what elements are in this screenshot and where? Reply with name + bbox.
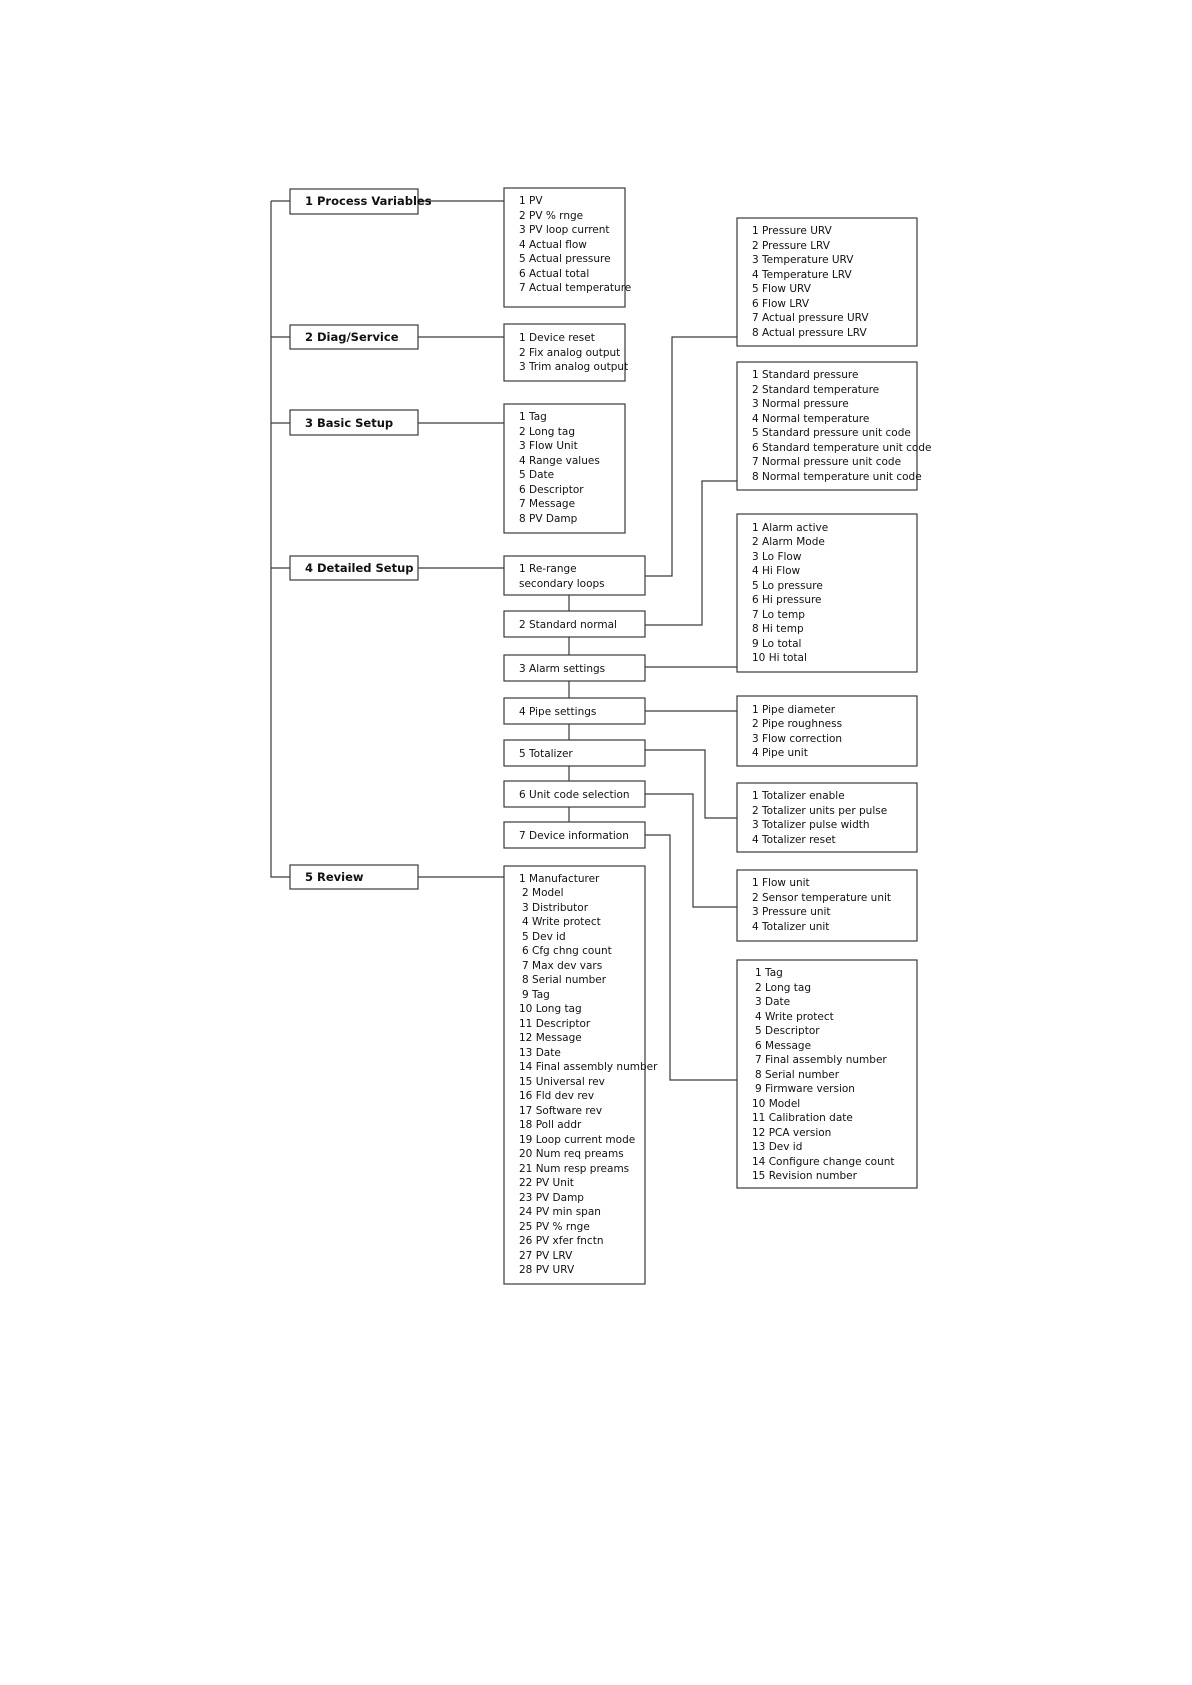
pipe-settings-item: 2 Pipe roughness bbox=[752, 718, 843, 730]
process-variables-item: 2 PV % rnge bbox=[519, 210, 584, 222]
review-item: 16 Fld dev rev bbox=[519, 1090, 595, 1102]
totalizer-label: 5 Totalizer bbox=[519, 748, 573, 760]
process-variables-item: 6 Actual total bbox=[519, 268, 590, 280]
basic-setup-label: 3 Basic Setup bbox=[305, 416, 394, 430]
alarm-settings-items bbox=[737, 514, 917, 672]
standard-normal-item: 4 Normal temperature bbox=[752, 413, 870, 425]
re-range-items bbox=[737, 218, 917, 346]
device-information-items bbox=[737, 960, 917, 1188]
link-device-information bbox=[645, 835, 737, 1080]
totalizer-item: 3 Totalizer pulse width bbox=[752, 819, 870, 831]
review-item: 8 Serial number bbox=[522, 974, 607, 986]
diag-service-item: 3 Trim analog output bbox=[519, 361, 629, 373]
review-item: 20 Num req preams bbox=[519, 1148, 624, 1160]
re-range-item: 1 Pressure URV bbox=[752, 225, 832, 237]
standard-normal-items bbox=[737, 362, 931, 490]
review-label: 5 Review bbox=[305, 870, 364, 884]
review-item: 3 Distributor bbox=[522, 902, 589, 914]
review-item: 5 Dev id bbox=[522, 931, 566, 943]
review-item: 25 PV % rnge bbox=[519, 1221, 590, 1233]
diag-service-items bbox=[504, 324, 628, 381]
device-information-item: 4 Write protect bbox=[755, 1011, 834, 1023]
device-information-item: 13 Dev id bbox=[752, 1141, 803, 1153]
re-range-item: 2 Pressure LRV bbox=[752, 240, 830, 252]
pipe-settings-item: 4 Pipe unit bbox=[752, 747, 808, 759]
top-level-menu bbox=[290, 189, 432, 889]
link-totalizer bbox=[645, 750, 737, 818]
alarm-settings-item: 9 Lo total bbox=[752, 638, 802, 650]
standard-normal-item: 7 Normal pressure unit code bbox=[752, 456, 902, 468]
re-range-label: 1 Re-range bbox=[519, 563, 577, 575]
review-item: 10 Long tag bbox=[519, 1003, 582, 1015]
alarm-settings-item: 6 Hi pressure bbox=[752, 594, 822, 606]
link-standard-normal bbox=[645, 481, 737, 625]
review-item: 6 Cfg chng count bbox=[522, 945, 612, 957]
process-variables-items bbox=[504, 188, 631, 307]
re-range-item: 8 Actual pressure LRV bbox=[752, 327, 867, 339]
totalizer-item: 1 Totalizer enable bbox=[752, 790, 845, 802]
review-item: 14 Final assembly number bbox=[519, 1061, 658, 1073]
standard-normal-item: 3 Normal pressure bbox=[752, 398, 849, 410]
review-item: 22 PV Unit bbox=[519, 1177, 574, 1189]
basic-setup-item: 6 Descriptor bbox=[519, 484, 584, 496]
device-information-item: 5 Descriptor bbox=[755, 1025, 820, 1037]
pipe-settings-label: 4 Pipe settings bbox=[519, 706, 597, 718]
process-variables-item: 4 Actual flow bbox=[519, 239, 587, 251]
alarm-settings-label: 3 Alarm settings bbox=[519, 663, 606, 675]
unit-code-selection-item: 2 Sensor temperature unit bbox=[752, 892, 892, 904]
link-unit-code-selection bbox=[645, 794, 737, 907]
standard-normal-item: 1 Standard pressure bbox=[752, 369, 859, 381]
unit-code-selection-items bbox=[737, 870, 917, 941]
device-information-item: 7 Final assembly number bbox=[755, 1054, 887, 1066]
unit-code-selection-item: 4 Totalizer unit bbox=[752, 921, 830, 933]
basic-setup-items bbox=[504, 404, 625, 533]
review-item: 11 Descriptor bbox=[519, 1018, 591, 1030]
basic-setup-item: 7 Message bbox=[519, 498, 576, 510]
link-re-range bbox=[645, 337, 737, 576]
alarm-settings-item: 5 Lo pressure bbox=[752, 580, 823, 592]
review-item: 28 PV URV bbox=[519, 1264, 575, 1276]
alarm-settings-item: 2 Alarm Mode bbox=[752, 536, 825, 548]
process-variables-item: 5 Actual pressure bbox=[519, 253, 611, 265]
detailed-setup-submenus bbox=[504, 556, 645, 848]
review-item: 13 Date bbox=[519, 1047, 561, 1059]
review-item: 27 PV LRV bbox=[519, 1250, 573, 1262]
process-variables-item: 1 PV bbox=[519, 195, 543, 207]
device-information-item: 1 Tag bbox=[755, 967, 783, 979]
re-range-item: 5 Flow URV bbox=[752, 283, 811, 295]
review-items bbox=[504, 866, 658, 1284]
basic-setup-item: 4 Range values bbox=[519, 455, 600, 467]
process-variables-item: 3 PV loop current bbox=[519, 224, 610, 236]
device-information-item: 3 Date bbox=[755, 996, 791, 1008]
totalizer-items bbox=[737, 783, 917, 852]
review-item: 12 Message bbox=[519, 1032, 582, 1044]
review-item: 24 PV min span bbox=[519, 1206, 601, 1218]
review-item: 19 Loop current mode bbox=[519, 1134, 636, 1146]
review-item: 7 Max dev vars bbox=[522, 960, 603, 972]
review-item: 17 Software rev bbox=[519, 1105, 603, 1117]
basic-setup-item: 3 Flow Unit bbox=[519, 440, 578, 452]
diag-service-item: 2 Fix analog output bbox=[519, 347, 621, 359]
alarm-settings-item: 3 Lo Flow bbox=[752, 551, 802, 563]
standard-normal-item: 2 Standard temperature bbox=[752, 384, 880, 396]
basic-setup-item: 8 PV Damp bbox=[519, 513, 578, 525]
basic-setup-item: 2 Long tag bbox=[519, 426, 575, 438]
pipe-settings-items bbox=[737, 696, 917, 766]
pipe-settings-item: 1 Pipe diameter bbox=[752, 704, 836, 716]
review-item: 23 PV Damp bbox=[519, 1192, 584, 1204]
standard-normal-item: 8 Normal temperature unit code bbox=[752, 471, 922, 483]
alarm-settings-item: 7 Lo temp bbox=[752, 609, 805, 621]
diag-service-item: 1 Device reset bbox=[519, 332, 595, 344]
device-information-item: 6 Message bbox=[755, 1040, 812, 1052]
re-range-label: secondary loops bbox=[519, 578, 605, 590]
review-item: 15 Universal rev bbox=[519, 1076, 605, 1088]
re-range-item: 3 Temperature URV bbox=[752, 254, 854, 266]
alarm-settings-item: 1 Alarm active bbox=[752, 522, 829, 534]
basic-setup-item: 1 Tag bbox=[519, 411, 547, 423]
device-information-item: 15 Revision number bbox=[752, 1170, 857, 1182]
review-item: 4 Write protect bbox=[522, 916, 601, 928]
pipe-settings-item: 3 Flow correction bbox=[752, 733, 843, 745]
review-item: 1 Manufacturer bbox=[519, 873, 600, 885]
diag-service-label: 2 Diag/Service bbox=[305, 330, 399, 344]
standard-normal-item: 5 Standard pressure unit code bbox=[752, 427, 911, 439]
device-information-item: 12 PCA version bbox=[752, 1127, 832, 1139]
totalizer-item: 2 Totalizer units per pulse bbox=[752, 805, 888, 817]
alarm-settings-item: 8 Hi temp bbox=[752, 623, 804, 635]
standard-normal-label: 2 Standard normal bbox=[519, 619, 617, 631]
basic-setup-item: 5 Date bbox=[519, 469, 555, 481]
device-information-item: 8 Serial number bbox=[755, 1069, 840, 1081]
review-item: 21 Num resp preams bbox=[519, 1163, 630, 1175]
device-information-item: 9 Firmware version bbox=[755, 1083, 855, 1095]
detailed-setup-label: 4 Detailed Setup bbox=[305, 561, 414, 575]
unit-code-selection-label: 6 Unit code selection bbox=[519, 789, 630, 801]
totalizer-item: 4 Totalizer reset bbox=[752, 834, 836, 846]
re-range-item: 7 Actual pressure URV bbox=[752, 312, 869, 324]
main-trunk-line bbox=[271, 201, 290, 877]
process-variables-item: 7 Actual temperature bbox=[519, 282, 632, 294]
alarm-settings-item: 4 Hi Flow bbox=[752, 565, 801, 577]
review-item: 9 Tag bbox=[522, 989, 550, 1001]
re-range-item: 6 Flow LRV bbox=[752, 298, 810, 310]
process-variables-label: 1 Process Variables bbox=[305, 194, 432, 208]
review-item: 18 Poll addr bbox=[519, 1119, 582, 1131]
device-information-label: 7 Device information bbox=[519, 830, 629, 842]
alarm-settings-item: 10 Hi total bbox=[752, 652, 807, 664]
review-item: 26 PV xfer fnctn bbox=[519, 1235, 604, 1247]
device-information-item: 10 Model bbox=[752, 1098, 801, 1110]
unit-code-selection-item: 3 Pressure unit bbox=[752, 906, 831, 918]
unit-code-selection-item: 1 Flow unit bbox=[752, 877, 810, 889]
device-information-item: 14 Configure change count bbox=[752, 1156, 895, 1168]
device-information-item: 11 Calibration date bbox=[752, 1112, 853, 1124]
device-information-item: 2 Long tag bbox=[755, 982, 811, 994]
standard-normal-item: 6 Standard temperature unit code bbox=[752, 442, 932, 454]
review-item: 2 Model bbox=[522, 887, 564, 899]
re-range-item: 4 Temperature LRV bbox=[752, 269, 852, 281]
